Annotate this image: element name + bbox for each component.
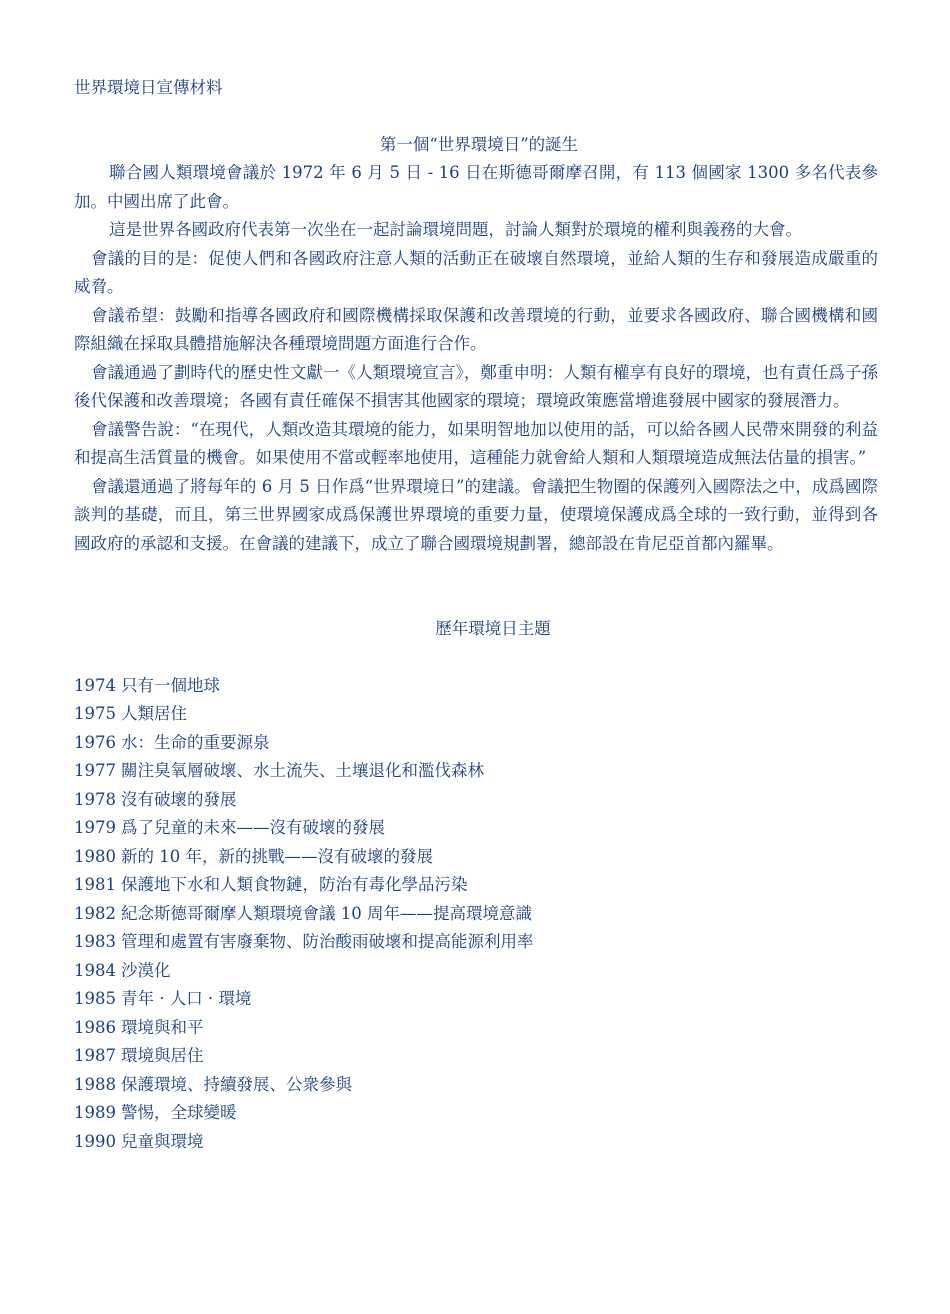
theme-text: 只有一個地球 <box>121 675 220 695</box>
theme-year: 1990 <box>74 1131 116 1151</box>
paragraph-warning: 會議警告說：“在現代，人類改造其環境的能力，如果明智地加以使用的話，可以給各國人民帶來開發的利益和提高生活質量的機會。如果使用不當或輕率地使用，這種能力就會給人類和人類環境造成無法估量的損害。” <box>74 419 878 467</box>
document-title: 世界環境日宣傳材料 <box>74 78 223 97</box>
theme-list-item <box>74 786 878 815</box>
theme-list-item <box>74 843 878 872</box>
theme-year: 1981 <box>74 875 116 894</box>
theme-text: 爲了兒童的未來——沒有破壞的發展 <box>121 818 385 837</box>
theme-year: 1985 <box>74 989 116 1008</box>
theme-list-item <box>74 757 878 786</box>
theme-text: 關注臭氧層破壞、水土流失、土壤退化和濫伐森林 <box>121 761 484 780</box>
theme-text: 保護地下水和人類食物鏈，防治有毒化學品污染 <box>121 875 468 894</box>
theme-year: 1980 <box>74 846 116 866</box>
theme-list-item <box>74 928 878 957</box>
theme-year: 1983 <box>74 932 116 951</box>
document-page <box>74 74 878 1156</box>
paragraph-conference-intro: 聯合國人類環境會議於 1972 年 6 月 5 日 - 16 日在斯德哥爾摩召開，有 113 個國家 1300 多名代表參加。中國出席了此會。 <box>74 163 878 211</box>
paragraph-purpose: 會議的目的是：促使人們和各國政府注意人類的活動正在破壞自然環境，並給人類的生存和發展造成嚴重的威脅。 <box>74 248 878 296</box>
theme-text: 水：生命的重要源泉 <box>121 732 270 752</box>
theme-text: 管理和處置有害廢棄物、防治酸雨破壞和提高能源利用率 <box>121 932 534 951</box>
theme-text: 新的 10 年，新的挑戰——沒有破壞的發展 <box>121 846 433 866</box>
theme-text: 沙漠化 <box>121 960 171 980</box>
theme-text: 紀念斯德哥爾摩人類環境會議 10 周年——提高環境意識 <box>121 903 532 923</box>
theme-year: 1984 <box>74 960 116 980</box>
theme-year: 1987 <box>74 1046 116 1065</box>
theme-list-item <box>74 1071 878 1100</box>
section-heading-first-environment-day: 第一個“世界環境日”的誕生 <box>379 134 579 154</box>
theme-year: 1982 <box>74 903 116 923</box>
theme-list <box>74 672 878 1157</box>
theme-list-item <box>74 1128 878 1157</box>
theme-year: 1988 <box>74 1074 116 1094</box>
theme-text: 保護環境、持續發展、公衆參與 <box>121 1074 352 1094</box>
theme-year: 1975 <box>74 704 116 723</box>
theme-list-item <box>74 900 878 929</box>
theme-text: 警惕，全球變暖 <box>121 1103 237 1122</box>
section-heading-annual-themes: 歷年環境日主題 <box>435 619 551 638</box>
theme-list-item <box>74 871 878 900</box>
theme-text: 人類居住 <box>121 704 187 723</box>
theme-list-item <box>74 1099 878 1128</box>
theme-list-item <box>74 957 878 986</box>
theme-list-item <box>74 1014 878 1043</box>
theme-list-item <box>74 700 878 729</box>
theme-text: 兒童與環境 <box>121 1131 204 1151</box>
theme-year: 1974 <box>74 675 116 695</box>
theme-year: 1989 <box>74 1103 116 1122</box>
theme-text: 環境與居住 <box>121 1046 204 1065</box>
theme-list-item <box>74 814 878 843</box>
theme-year: 1978 <box>74 789 116 809</box>
theme-text: 青年 · 人口 · 環境 <box>121 989 252 1008</box>
theme-year: 1986 <box>74 1017 116 1037</box>
theme-year: 1979 <box>74 818 116 837</box>
theme-list-item <box>74 729 878 758</box>
theme-list-item <box>74 672 878 701</box>
theme-year: 1976 <box>74 732 116 752</box>
theme-list-item <box>74 985 878 1014</box>
paragraph-hope: 會議希望：鼓勵和指導各國政府和國際機構採取保護和改善環境的行動，並要求各國政府、聯合國機構和國際組織在採取具體措施解決各種環境問題方面進行合作。 <box>74 305 878 353</box>
theme-list-item <box>74 1042 878 1071</box>
paragraph-first-discussion: 這是世界各國政府代表第一次坐在一起討論環境問題，討論人類對於環境的權利與義務的大會。 <box>109 220 802 239</box>
theme-text: 沒有破壞的發展 <box>121 789 237 809</box>
paragraph-resolution: 會議還通過了將每年的 6 月 5 日作爲“世界環境日”的建議。會議把生物圈的保護列入國際法之中，成爲國際談判的基礎，而且，第三世界國家成爲保護世界環境的重要力量，使環境保護成爲全球的一致行動，並得到各國政府的承認和支援。在會議的建議下，成立了聯合國環境規劃署，總部設在肯尼亞首都內羅畢。 <box>74 476 878 553</box>
paragraph-declaration: 會議通過了劃時代的歷史性文獻一《人類環境宣言》，鄭重申明：人類有權享有良好的環境，也有責任爲子孫後代保護和改善環境；各國有責任確保不損害其他國家的環境；環境政策應當增進發展中國家的發展潛力。 <box>74 362 878 410</box>
theme-text: 環境與和平 <box>121 1017 204 1037</box>
theme-year: 1977 <box>74 761 116 780</box>
